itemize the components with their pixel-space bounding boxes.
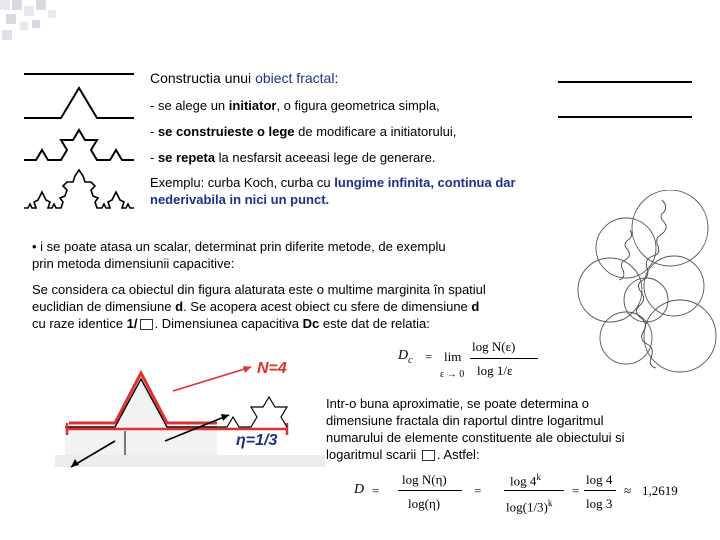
koch-iterations-figure bbox=[20, 68, 138, 218]
capacity-intro-line-2: prin metoda dimensiunii capacitive: bbox=[32, 256, 235, 271]
eta-label: η=1/3 bbox=[236, 432, 278, 449]
eta-placeholder-icon bbox=[422, 450, 435, 461]
f2-eq2: = bbox=[474, 483, 482, 498]
example-line-2: nederivabila in nici un punct. bbox=[150, 192, 330, 207]
bullet-initiator: - se alege un initiator, o figura geometrica simpla, bbox=[150, 98, 440, 113]
f2-frac2-num: log 4$^k$ bbox=[510, 472, 541, 489]
formula-numerator: log N(ε) bbox=[472, 339, 516, 354]
example-line-1: Exemplu: curba Koch, curba cu lungime infinita, continua dar bbox=[150, 175, 516, 190]
f2-frac2-den: $\log(1/3)^k$ bbox=[506, 498, 553, 515]
f2-approx: ≈ bbox=[624, 483, 632, 498]
formula-lim-sub: ε → 0 bbox=[440, 369, 465, 380]
capacity-intro-line-1: • i se poate atasa un scalar, determinat prin diferite metode, de exemplu bbox=[32, 239, 446, 254]
f2-lhs: D bbox=[354, 482, 365, 497]
bullet-construct: - se construieste o lege de modificare a initiatorului, bbox=[150, 124, 457, 139]
approx-line-3: numarului de elemente constituente ale obiectului si bbox=[326, 430, 625, 445]
approx-line-4: logaritmul scarii . Astfel: bbox=[326, 447, 480, 462]
f2-frac2-bar bbox=[504, 490, 564, 491]
f2-frac3-bar bbox=[584, 490, 616, 491]
f2-frac1-den: log(η) bbox=[408, 496, 441, 511]
formula-eq: = bbox=[425, 349, 433, 364]
bullet-repeat: - se repeta la nesfarsit aceeasi lege de generare. bbox=[150, 150, 436, 165]
capacity-para-line-3: cu raze identice 1/ . Dimensiunea capacitiva Dc este dat de relatia: bbox=[32, 316, 430, 331]
approx-line-1: Intr-o buna aproximatie, se poate determina o bbox=[326, 396, 590, 411]
formula-fraction-bar bbox=[470, 358, 538, 359]
n-equals-4-label: N=4 bbox=[257, 360, 287, 377]
f2-frac1-num: log N(η) bbox=[402, 472, 447, 487]
f2-eq3: = bbox=[572, 483, 580, 498]
right-rule-bottom bbox=[558, 116, 692, 118]
f2-frac3-num: log 4 bbox=[586, 472, 613, 487]
f2-frac1-bar bbox=[398, 490, 462, 491]
f2-eq1: = bbox=[372, 483, 380, 498]
epsilon-placeholder-icon bbox=[140, 319, 153, 330]
f2-result: 1,2619 bbox=[642, 483, 678, 498]
slide-title: Constructia unui obiect fractal: bbox=[150, 70, 339, 86]
approx-line-2: dimensiune fractala din raportul dintre logaritmul bbox=[326, 413, 604, 428]
formula-denominator: log 1/ε bbox=[477, 363, 513, 378]
capacity-para-line-1: Se considera ca obiectul din figura alaturata este o multime marginita în spatiul bbox=[32, 282, 486, 297]
capacity-para-line-2: euclidian de dimensiune d. Se acopera acest obiect cu sfere de dimensiune d bbox=[32, 299, 480, 314]
f2-frac3-den: log 3 bbox=[586, 496, 613, 511]
formula-lim: lim bbox=[444, 349, 462, 364]
formula-lhs: $D_c$ bbox=[398, 348, 413, 366]
box-counting-circles-figure bbox=[570, 190, 720, 380]
right-rule-top bbox=[558, 81, 692, 83]
